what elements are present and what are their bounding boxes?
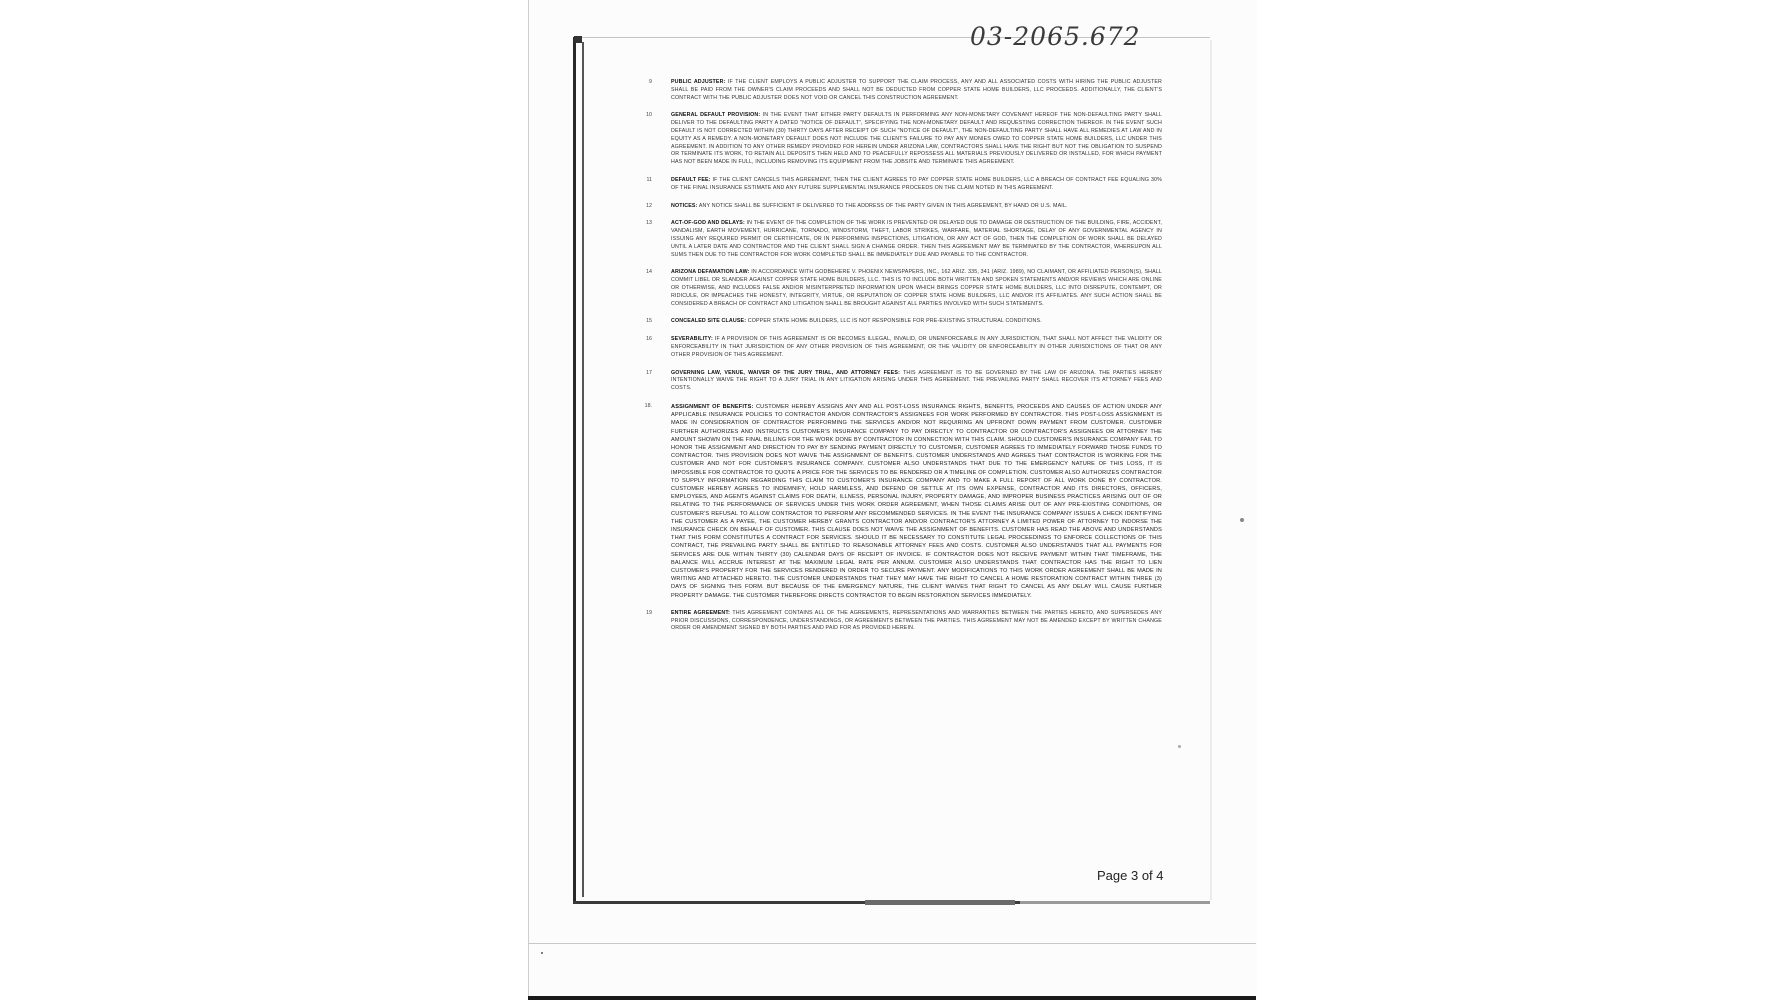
clause-16	[646, 336, 1163, 359]
clause-number: 19	[646, 609, 652, 616]
clause-body	[671, 177, 1162, 193]
clause-text: THIS AGREEMENT IS TO BE GOVERNED BY THE LAW OF ARIZONA. THE PARTIES HEREBY INTENTIONALLY WAIVE THE RIGHT TO A JURY TRIAL IN ANY LITIGATION ARISING UNDER THIS AGREEMENT. THE PREVAILING PARTY SHALL RECOVER ITS ATTORNEY FEES AND COSTS.	[671, 369, 1162, 392]
clause-14	[646, 269, 1163, 308]
clause-text: ANY NOTICE SHALL BE SUFFICIENT IF DELIVERED TO THE ADDRESS OF THE PARTY GIVEN IN THIS AGREEMENT, BY HAND OR U.S. MAIL.	[698, 202, 1068, 209]
clause-19	[646, 609, 1162, 633]
clause-text: IN THE EVENT THAT EITHER PARTY DEFAULTS IN PERFORMING ANY NON-MONETARY COVENANT HEREOF THE NON-DEFAULTING PARTY SHALL DELIVER TO THE DEFAULTING PARTY A DATED "NOTICE OF DEFAULT", SPECIFYING THE NON-MONETARY DEFAULT AND REQUESTING CORRECTION THEREOF. IN THE EVENT SUCH DEFAULT IS NOT CORRECTED WITHIN (30) THIRTY DAYS AFTER RECEIPT OF SUCH "NOTICE OF DEFAULT", THE NON-DEFAULTING PARTY SHALL HAVE ALL REMEDIES AT LAW AND IN EQUITY AS A REMEDY. A NON-MONETARY DEFAULT DOES NOT INCLUDE THE CLIENT'S FAILURE TO PAY ANY MONIES OWED TO COPPER STATE HOME BUILDERS, LLC UNDER THIS AGREEMENT. IN ADDITION TO ANY OTHER REMEDY PROVIDED FOR HEREIN UNDER ARIZONA LAW, CONTRACTORS SHALL HAVE THE RIGHT BUT NOT THE OBLIGATION TO SUSPEND OR TERMINATE ITS WORK, TO RETAIN ALL DEPOSITS THEN HELD AND TO PEACEFULLY REPOSSESS ALL MATERIALS PREVIOUSLY DELIVERED OR INSTALLED, FOR WHICH PAYMENT HAS NOT BEEN MADE IN FULL, INCLUDING REMOVING ITS EQUIPMENT FROM THE JOBSITE AND TERMINATE THIS AGREEMENT.	[671, 112, 1163, 166]
clause-body	[671, 336, 1162, 359]
clauses-list	[644, 79, 1163, 643]
clause-number: 9	[649, 79, 652, 85]
clause-number: 15	[646, 318, 652, 325]
clause-number: 16	[646, 336, 652, 343]
clause-body	[671, 318, 1162, 326]
clause-title: DEFAULT FEE:	[671, 176, 711, 183]
clause-number: 18.	[644, 402, 652, 409]
clause-body	[671, 79, 1162, 102]
handwritten-note: 03-2065.672	[970, 22, 1141, 51]
scan-fold-line	[528, 943, 1256, 944]
clause-number: 14	[646, 269, 652, 276]
frame-left-inner-border	[582, 42, 584, 897]
clause-17	[646, 369, 1162, 393]
scan-speck	[1178, 745, 1181, 748]
clause-number: 11	[646, 176, 652, 183]
clause-body	[671, 203, 1162, 211]
scan-speck	[541, 952, 543, 954]
frame-bottom-shadow	[865, 900, 1015, 905]
clause-body	[671, 269, 1162, 308]
scan-bottom-edge	[528, 996, 1256, 1000]
clause-title: ASSIGNMENT OF BENEFITS:	[671, 403, 754, 410]
clause-number: 13	[646, 220, 652, 227]
clause-title: CONCEALED SITE CLAUSE:	[671, 318, 747, 325]
scan-speck	[1240, 518, 1244, 522]
clause-13	[646, 220, 1163, 259]
clause-9	[649, 79, 1163, 102]
frame-left-border	[573, 37, 576, 904]
clause-title: GOVERNING LAW, VENUE, WAIVER OF THE JURY TRIAL, AND ATTORNEY FEES:	[671, 369, 901, 376]
clause-text: IN ACCORDANCE WITH GODBEHERE V. PHOENIX NEWSPAPERS, INC., 162 ARIZ. 335, 341 (ARIZ. 1989), NO CLAIMANT, OR AFFILIATED PERSON(S), SHALL COMMIT LIBEL OR SLANDER AGAINST COPPER STATE HOME BUILDERS, LLC. THIS IS TO INCLUDE BOTH WRITTEN AND SPOKEN STATEMENTS AND/OR REVIEWS WHICH ARE ONLINE OR OTHERWISE, AND INCLUDES FALSE AND/OR MISINTERPRETED INFORMATION UPON WHICH BRINGS COPPER STATE HOME BUILDERS, LLC INTO DISREPUTE, CONTEMPT, OR RIDICULE, OR IMPEACHES THE HONESTY, INTEGRITY, VIRTUE, OR REPUTATION OF COPPER STATE HOME BUILDERS, LLC AND/OR ITS AFFILIATES. ANY SUCH ACTION SHALL BE CONSIDERED A BREACH OF CONTRACT AND LITIGATION SHALL BE BROUGHT AGAINST ALL PARTIES INVOLVED WITH SUCH STATEMENTS.	[671, 269, 1163, 307]
clause-title: NOTICES:	[671, 202, 698, 209]
clause-title: PUBLIC ADJUSTER:	[671, 79, 726, 85]
clause-text: IN THE EVENT OF THE COMPLETION OF THE WORK IS PREVENTED OR DELAYED DUE TO DAMAGE OR DESTRUCTION OF THE BUILDING, FIRE, ACCIDENT, VANDALISM, EARTH MOVEMENT, HURRICANE, TORNADO, WINDSTORM, THEFT, LABOR STRIKES, WARFARE, MATERIAL SHORTAGE, DELAY OF ANY GOVERNMENTAL AGENCY IN ISSUING ANY REQUIRED PERMIT OR CERTIFICATE, OR IN PERFORMING INSPECTIONS, LITIGATION, OR ANY ACT OF GOD, THEN THE COMPLETION OF WORK SHALL BE DELAYED UNTIL A LATER DATE AND CONTRACTOR AND THE CLIENT SHALL SIGN A CHANGE ORDER. THEN THIS AGREEMENT MAY BE TERMINATED BY THE CONTRACTOR, WHEREUPON ALL SUMS THEN DUE TO THE CONTRACTOR FOR WORK COMPLETED SHALL BE IMMEDIATELY DUE AND PAYABLE TO THE CONTRACTOR.	[671, 220, 1163, 258]
clause-text: IF THE CLIENT EMPLOYS A PUBLIC ADJUSTER TO SUPPORT THE CLAIM PROCESS, ANY AND ALL ASSOCIATED COSTS WITH HIRING THE PUBLIC ADJUSTER SHALL BE PAID FROM THE OWNER'S CLAIM PROCEEDS AND SHALL NOT BE DEDUCTED FROM COPPER STATE HOME BUILDERS, LLC PROCEEDS. ADDITIONALLY, THE CLIENT'S CONTRACT WITH THE PUBLIC ADJUSTER DOES NOT VOID OR CANCEL THIS CONSTRUCTION AGREEMENT.	[671, 79, 1163, 101]
clause-text: CUSTOMER HEREBY ASSIGNS ANY AND ALL POST-LOSS INSURANCE RIGHTS, BENEFITS, PROCEEDS AND CAUSES OF ACTION UNDER ANY APPLICABLE INSURANCE POLICIES TO CONTRACTOR AND/OR CONTRACTOR'S ASSIGNEES FOR WORK PERFORMED BY CONTRACTOR. THIS POST-LOSS ASSIGNMENT IS MADE IN CONSIDERATION OF CONTRACTOR PERFORMING THE SERVICES AND/OR NOT REQUIRING AN UPFRONT DOWN PAYMENT FROM CUSTOMER. CUSTOMER FURTHER AUTHORIZES AND INSTRUCTS CUSTOMER'S INSURANCE COMPANY TO PAY DIRECTLY TO CONTRACTOR OR CONTRACTOR'S ASSIGNEES OR ATTORNEY THE AMOUNT SHOWN ON THE FINAL BILLING FOR THE WORK DONE BY CONTRACTOR IN CONNECTION WITH THIS CLAIM. SHOULD CUSTOMER'S INSURANCE COMPANY FAIL TO HONOR THE ASSIGNMENT AND DIRECTION TO PAY BY SENDING PAYMENT DIRECTLY TO CUSTOMER, CUSTOMER AGREES TO IMMEDIATELY FORWARD THOSE FUNDS TO CONTRACTOR. THIS PROVISION DOES NOT WAIVE THE ASSIGNMENT OF BENEFITS. CUSTOMER UNDERSTANDS AND AGREES THAT CONTRACTOR IS WORKING FOR THE CUSTOMER AND NOT FOR CUSTOMER'S INSURANCE COMPANY. CUSTOMER ALSO UNDERSTANDS THAT DUE TO THE EMERGENCY NATURE OF THIS LOSS, IT IS IMPOSSIBLE FOR CONTRACTOR TO QUOTE A PRICE FOR THE SERVICES TO BE RENDERED OR A TIMELINE OF COMPLETION. CUSTOMER ALSO AUTHORIZES CONTRACTOR TO SUPPLY INFORMATION REGARDING THIS CLAIM TO CUSTOMER'S INSURANCE COMPANY AND TO MAKE A FULL REPORT OF ALL WORK DONE BY CONTRACTOR. CUSTOMER HEREBY AGREES TO INDEMNIFY, HOLD HARMLESS, AND DEFEND OR SETTLE AT ITS OWN EXPENSE, CONTRACTOR AND ITS DIRECTORS, OFFICERS, EMPLOYEES, AND AGENTS AGAINST CLAIMS FOR DEATH, ILLNESS, PERSONAL INJURY, PROPERTY DAMAGE, AND IMPROPER BUSINESS PRACTICES ARISING OUT OF OR RELATING TO THE PERFORMANCE OF SERVICES UNDER THIS WORK ORDER AGREEMENT, WHEN THOSE CLAIMS ARISE OUT OF ANY PRE-EXISTING CONDITIONS, OR CUSTOMER'S REFUSAL TO ALLOW CONTRACTOR TO PERFORM ANY RECOMMENDED SERVICES. IN THE EVENT THE INSURANCE COMPANY ISSUES A CHECK IDENTIFYING THE CUSTOMER AS A PAYEE, THE CUSTOMER HEREBY GRANTS CONTRACTOR AND/OR CONTRACTOR'S ATTORNEY A LIMITED POWER OF ATTORNEY TO INDORSE THE INSURANCE CHECK ON BEHALF OF CUSTOMER. THIS CLAUSE DOES NOT WAIVE THE ASSIGNMENT OF BENEFITS. CUSTOMER HAS READ THE ABOVE AND UNDERSTANDS THAT THIS FORM CONSTITUTES A CONTRACT FOR SERVICES. SHOULD IT BE NECESSARY TO CONSTITUTE LEGAL PROCEEDINGS TO ENFORCE COLLECTIONS OF THIS CONTRACT, THE PREVAILING PARTY SHALL BE ENTITLED TO REASONABLE ATTORNEY FEES AND COSTS. CUSTOMER ALSO UNDERSTANDS THAT ALL PAYMENTS FOR SERVICES ARE DUE WITHIN THIRTY (30) CALENDAR DAYS OF RECEIPT OF INVOICE. IF CONTRACTOR DOES NOT RECEIVE PAYMENT WITHIN THAT TIMEFRAME, THE BALANCE WILL ACCRUE INTEREST AT THE MAXIMUM LEGAL RATE PER ANNUM. CUSTOMER ALSO UNDERSTANDS THAT CONTRACTOR HAS THE RIGHT TO LIEN CUSTOMER'S PROPERTY FOR THE SERVICES RENDERED IN ORDER TO SECURE PAYMENT. ANY MODIFICATIONS TO THIS WORK ORDER AGREEMENT SHALL BE MADE IN WRITING AND ATTACHED HERETO. THE CUSTOMER UNDERSTANDS THAT THEY MAY HAVE THE RIGHT TO CANCEL A HOME RESTORATION CONTRACT WITHIN THREE (3) DAYS OF SIGNING THIS FORM. BUT BECAUSE OF THE EMERGENCY NATURE, THE CLIENT WAIVES THAT RIGHT TO CANCEL AS ANY DELAY WILL CAUSE FURTHER PROPERTY DAMAGE. THE CUSTOMER THEREFORE DIRECTS CONTRACTOR TO BEGIN RESTORATION SERVICES IMMEDIATELY.	[671, 403, 1162, 599]
clause-body	[671, 220, 1162, 259]
clause-15	[646, 318, 1162, 326]
clause-text: THIS AGREEMENT CONTAINS ALL OF THE AGREEMENTS, REPRESENTATIONS AND WARRANTIES BETWEEN THE PARTIES HERETO, AND SUPERSEDES ANY PRIOR DISCUSSIONS, CORRESPONDENCE, UNDERSTANDINGS, OR AGREEMENTS BETWEEN THE PARTIES. THIS AGREEMENT MAY NOT BE AMENDED EXCEPT BY WRITTEN CHANGE ORDER OR AMENDMENT SIGNED BY BOTH PARTIES AND PAID FOR AS PROVIDED HEREIN.	[671, 609, 1162, 632]
clause-title: GENERAL DEFAULT PROVISION:	[671, 112, 761, 119]
clause-body	[671, 370, 1162, 393]
clause-10	[646, 112, 1163, 167]
clause-text: IF A PROVISION OF THIS AGREEMENT IS OR BECOMES ILLEGAL, INVALID, OR UNENFORCEABLE IN ANY JURISDICTION, THAT SHALL NOT AFFECT THE VALIDITY OR ENFORCEABILITY IN THAT JURISDICTION OF ANY OTHER PROVISION OF THIS AGREEMENT, OR THE VALIDITY OR ENFORCEABILITY IN OTHER JURISDICTIONS OF THAT OR ANY OTHER PROVISION OF THIS AGREEMENT.	[671, 336, 1163, 358]
frame-bottom-shadow-right	[1020, 901, 1210, 904]
page-number: Page 3 of 4	[1097, 868, 1164, 883]
clause-18	[644, 402, 1162, 600]
clause-text: IF THE CLIENT CANCELS THIS AGREEMENT, THEN THE CLIENT AGREES TO PAY COPPER STATE HOME BUILDERS, LLC A BREACH OF CONTRACT FEE EQUALING 30% OF THE FINAL INSURANCE ESTIMATE AND ANY FUTURE SUPPLEMENTAL INSURANCE PROCEEDS ON THE CLAIM NOTED IN THIS AGREEMENT.	[671, 176, 1163, 191]
clause-title: ARIZONA DEFAMATION LAW:	[671, 269, 750, 276]
clause-title: ACT-OF-GOD AND DELAYS:	[671, 220, 745, 227]
page-shadow	[1210, 40, 1212, 900]
clause-text: COPPER STATE HOME BUILDERS, LLC IS NOT RESPONSIBLE FOR PRE-EXISTING STRUCTURAL CONDITIONS.	[747, 318, 1042, 325]
clause-number: 17	[646, 369, 652, 376]
clause-title: SEVERABILITY:	[671, 336, 713, 343]
clause-title: ENTIRE AGREEMENT:	[671, 609, 731, 616]
clause-body	[671, 610, 1162, 633]
clause-body	[671, 403, 1162, 600]
clause-number: 10	[646, 112, 652, 119]
clause-number: 12	[646, 202, 652, 209]
clause-12	[646, 202, 1162, 211]
clause-11	[646, 176, 1163, 193]
frame-corner-mark	[574, 36, 582, 43]
clause-body	[671, 112, 1162, 167]
